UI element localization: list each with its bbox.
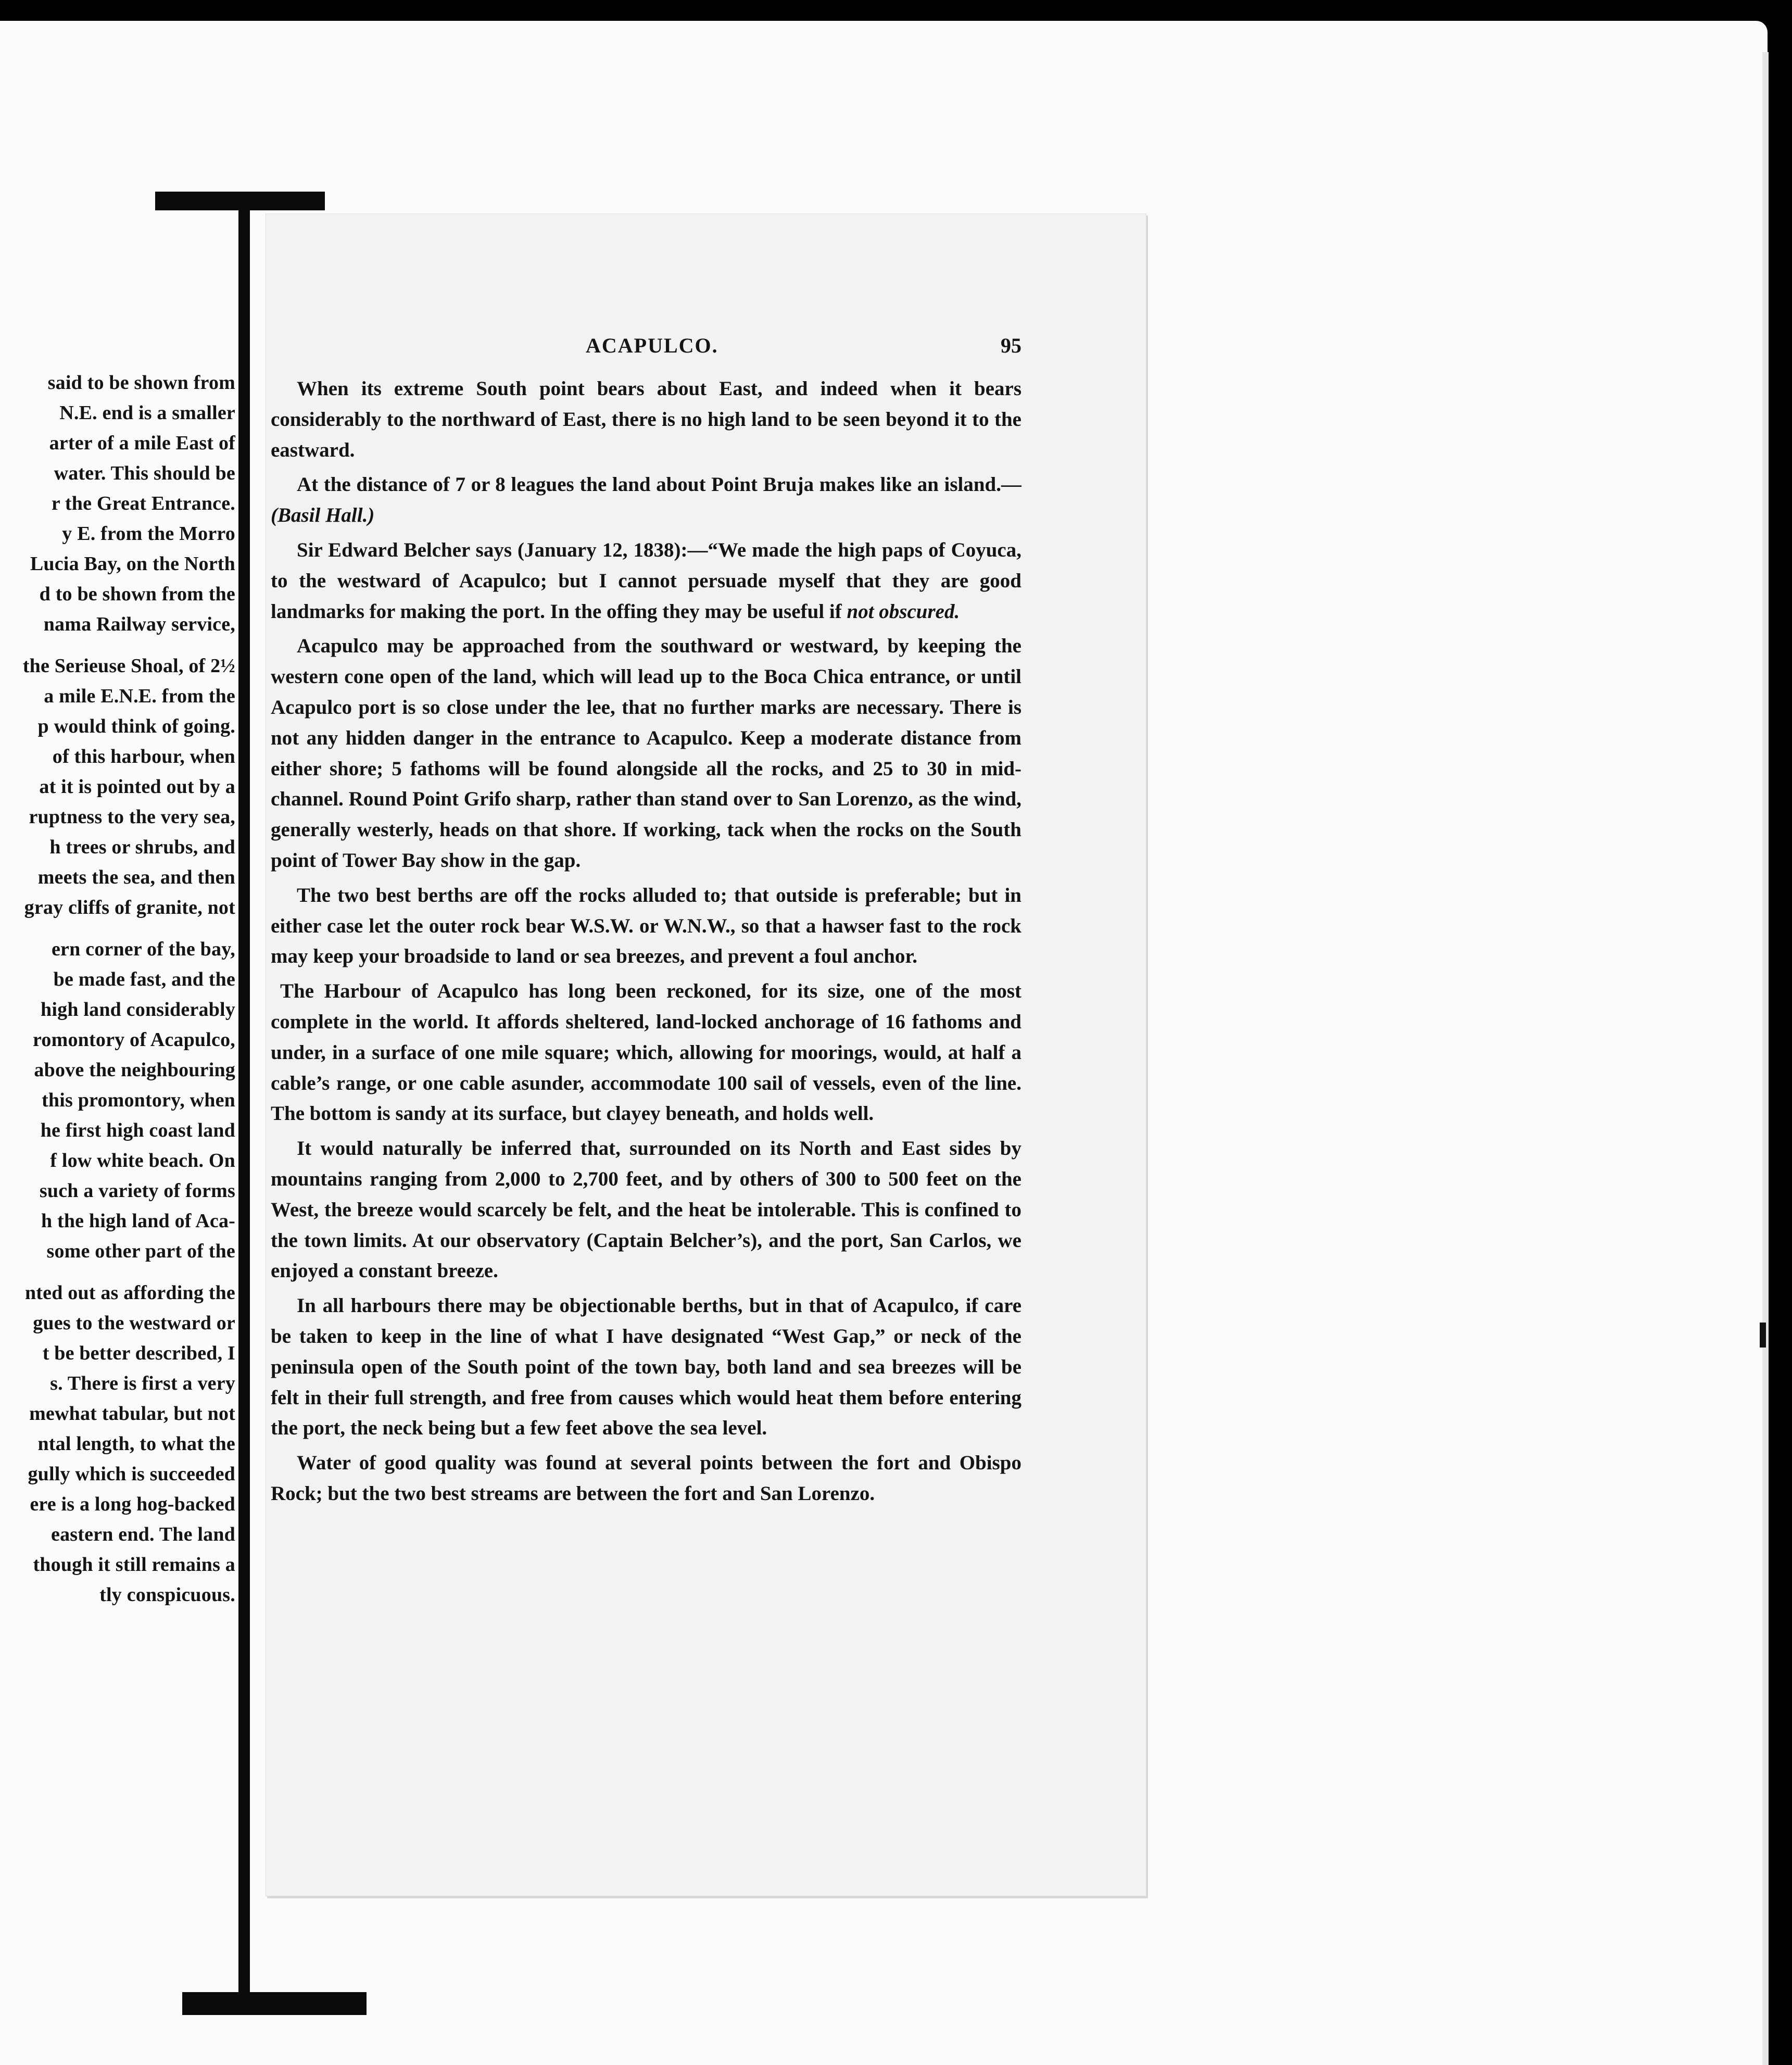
paragraph-2-text: At the distance of 7 or 8 leagues the land about Point Bruja makes like an island.— xyxy=(297,473,1021,496)
binding-clip-vertical xyxy=(238,198,250,2005)
previous-page-line: Lucia Bay, on the North xyxy=(30,553,235,575)
paragraph-5: The two best berths are off the rocks alluded to; that outside is preferable; but in either case let the outer rock bear W.S.W. or W.N.W., so that a hawser fast to the rock may keep your broadside to land or sea breezes, and prevent a foul anchor. xyxy=(271,884,1021,968)
previous-page-line: mewhat tabular, but not xyxy=(29,1403,235,1425)
previous-page-line: h trees or shrubs, and xyxy=(49,836,235,858)
paragraph-6 xyxy=(271,976,1021,1129)
paragraph-8: In all harbours there may be objectionable berths, but in that of Acapulco, if care be taken to keep in the line of what I have designated “West Gap,” or neck of the peninsula open of the South point of the town bay, both land and sea breezes will be felt in their full strength, and free from causes which would heat them before entering the port, the neck being but a few feet above the sea level. xyxy=(271,1294,1021,1440)
previous-page-line: nama Railway service, xyxy=(43,613,235,635)
previous-page-line: p would think of going. xyxy=(37,715,235,737)
previous-page-line: said to be shown from xyxy=(47,372,235,394)
paragraph-2 xyxy=(271,470,1021,531)
paragraph-1: When its extreme South point bears about East, and indeed when it bears considerably to the northward of East, there is no high land to be seen beyond it to the eastward. xyxy=(271,377,1021,461)
previous-page-line: ruptness to the very sea, xyxy=(29,806,235,828)
previous-page-line: tly conspicuous. xyxy=(99,1584,235,1606)
previous-page-line: water. This should be xyxy=(54,462,235,484)
previous-page-line: ern corner of the bay, xyxy=(51,938,235,960)
previous-page-line: arter of a mile East of xyxy=(49,432,235,454)
page-number: 95 xyxy=(1001,334,1021,357)
previous-page-line: ere is a long hog-backed xyxy=(30,1493,235,1515)
previous-page-line: gray cliffs of granite, not xyxy=(24,897,235,918)
previous-page-line: this promontory, when xyxy=(42,1089,235,1111)
previous-page-line: eastern end. The land xyxy=(51,1523,235,1545)
previous-page-line: above the neighbouring xyxy=(34,1059,235,1081)
edge-mark xyxy=(1760,1323,1766,1348)
emphasis: not obscured. xyxy=(847,600,960,623)
previous-page-line: romontory of Acapulco, xyxy=(33,1029,235,1051)
page-body xyxy=(271,374,1021,1686)
previous-page-line: nted out as affording the xyxy=(24,1282,235,1304)
previous-page-line: of this harbour, when xyxy=(52,746,235,767)
previous-page-line: though it still remains a xyxy=(33,1554,235,1576)
previous-page-line: N.E. end is a smaller xyxy=(59,402,235,424)
previous-page-line: y E. from the Morro xyxy=(62,523,235,545)
previous-page-line: such a variety of forms xyxy=(39,1180,235,1202)
previous-page-line: some other part of the xyxy=(46,1240,235,1262)
previous-page-line: d to be shown from the xyxy=(39,583,235,605)
citation: (Basil Hall.) xyxy=(271,504,375,527)
previous-page-line: t be better described, I xyxy=(42,1342,235,1364)
previous-page-line: r the Great Entrance. xyxy=(51,493,235,514)
previous-page-line: ntal length, to what the xyxy=(37,1433,235,1455)
previous-page-line: he first high coast land xyxy=(40,1119,235,1141)
previous-page-column xyxy=(0,367,237,1700)
previous-page-line: a mile E.N.E. from the xyxy=(44,685,235,707)
previous-page-line: s. There is first a very xyxy=(50,1373,235,1394)
previous-page-line: at it is pointed out by a xyxy=(39,776,235,798)
previous-page-line: h the high land of Aca- xyxy=(41,1210,235,1232)
paragraph-6-lead: The Harbour xyxy=(280,980,401,1003)
paragraph-6-text: of Acapulco has long been reckoned, for its size, one of the most complete in the world. It affords sheltered, land-locked anchorage of 16 fathoms and under, in a surface of one mile square; which, allowing for moorings, would, at half a cable’s range, or one cable asunder, accommodate 100 sail of vessels, even of the line. The bottom is sandy at its surface, but clayey beneath, and holds well. xyxy=(271,980,1021,1125)
paragraph-3 xyxy=(271,535,1021,627)
previous-page-line: gully which is succeeded xyxy=(28,1463,235,1485)
previous-page-line: the Serieuse Shoal, of 2½ xyxy=(22,655,235,677)
previous-page-line: meets the sea, and then xyxy=(37,866,235,888)
paragraph-3-text: Sir Edward Belcher says (January 12, 1838):—“We made the high paps of Coyuca, to the westward of Acapulco; but I cannot persuade myself that they are good landmarks for making the port. In the offing they may be useful if xyxy=(271,538,1021,623)
paragraph-9: Water of good quality was found at several points between the fort and Obispo Rock; but the two best streams are between the fort and San Lorenzo. xyxy=(271,1452,1021,1505)
sheet-edge-shadow xyxy=(1762,52,1769,2065)
previous-page-line: high land considerably xyxy=(41,999,235,1021)
previous-page-line: be made fast, and the xyxy=(53,968,235,990)
binding-clip-bottom xyxy=(182,1992,367,2015)
previous-page-line: f low white beach. On xyxy=(50,1150,235,1172)
paragraph-7: It would naturally be inferred that, surrounded on its North and East sides by mountains ranging from 2,000 to 2,700 feet, and by others of 300 to 500 feet on the West, the breeze would scarcely be felt, and the heat be intolerable. This is confined to the town limits. At our observatory (Captain Belcher’s), and the port, San Carlos, we enjoyed a constant breeze. xyxy=(271,1137,1021,1282)
running-head: ACAPULCO. xyxy=(586,334,718,357)
paragraph-4: Acapulco may be approached from the southward or westward, by keeping the western cone open of the land, which will lead up to the Boca Chica entrance, or until Acapulco port is so close under the lee, that no further marks are necessary. There is not any hidden danger in the entrance to Acapulco. Keep a moderate distance from either shore; 5 fathoms will be found alongside all the rocks, and 25 to 30 in mid-channel. Round Point Grifo sharp, rather than stand over to San Lorenzo, as the wind, generally westerly, heads on that shore. If working, tack when the rocks on the South point of Tower Bay show in the gap. xyxy=(271,635,1021,872)
previous-page-line: gues to the westward or xyxy=(33,1312,235,1334)
